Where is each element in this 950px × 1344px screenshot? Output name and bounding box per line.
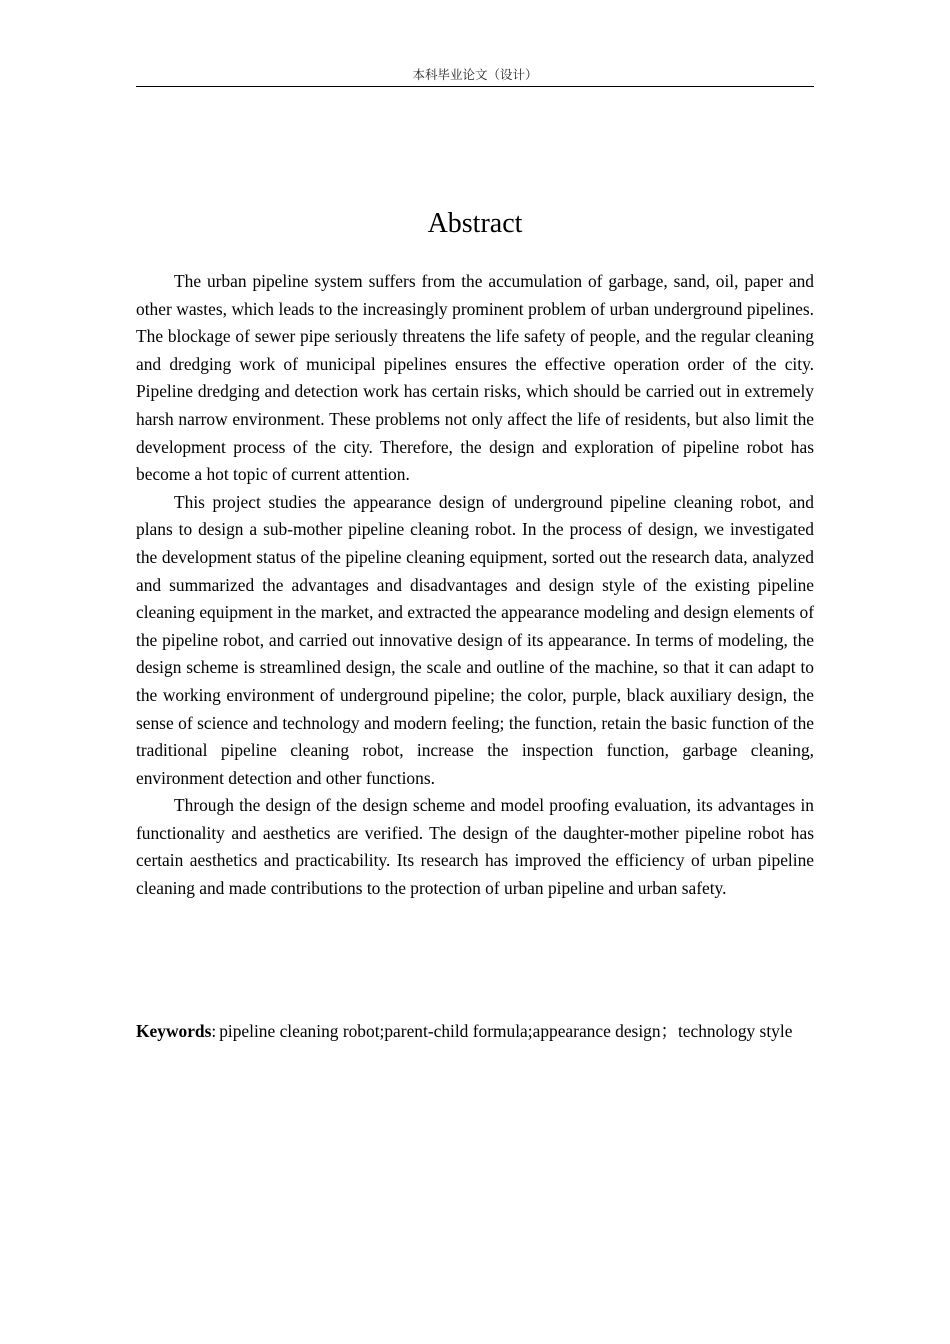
- abstract-paragraph: Through the design of the design scheme and model proofing evaluation, its advantages in functionality and aesthetics are verified. The design of the daughter-mother pipeline robot has certain aesthetics and practicability. Its research has improved the efficiency of urban pipeline cleaning and made contributions to the protection of urban pipeline and urban safety.: [136, 795, 814, 899]
- abstract-paragraph: The urban pipeline system suffers from the accumulation of garbage, sand, oil, paper and other wastes, which leads to the increasingly prominent problem of urban underground pipelines. The blockage of sewer pipe seriously threatens the life safety of people, and the regular cleaning and dredging work of municipal pipelines ensures the effective operation order of the city. Pipeline dredging and detection work has certain risks, which should be carried out in extremely harsh narrow environment. These problems not only affect the life of residents, but also limit the development process of the city. Therefore, the design and exploration of pipeline robot has become a hot topic of current attention.: [136, 271, 814, 485]
- abstract-title: Abstract: [427, 208, 523, 239]
- page-header: 本科毕业论文（设计）: [136, 66, 814, 87]
- keywords-text: pipeline cleaning robot;parent-child formula;appearance design；technology style: [219, 1021, 793, 1041]
- keywords-line: [136, 1015, 814, 1047]
- keywords-separator: :: [211, 1021, 217, 1041]
- keywords-label: Keywords: [136, 1021, 212, 1041]
- abstract-body: [136, 268, 814, 903]
- abstract-paragraph: This project studies the appearance design of underground pipeline cleaning robot, and plans to design a sub-mother pipeline cleaning robot. In the process of design, we investigated the development status of the pipeline cleaning equipment, sorted out the research data, analyzed and summarized the advantages and disadvantages and design style of the existing pipeline cleaning equipment in the market, and extracted the appearance modeling and design elements of the pipeline robot, and carried out innovative design of its appearance. In terms of modeling, the design scheme is streamlined design, the scale and outline of the machine, so that it can adapt to the working environment of underground pipeline; the color, purple, black auxiliary design, the sense of science and technology and modern feeling; the function, retain the basic function of the traditional pipeline cleaning robot, increase the inspection function, garbage cleaning, environment detection and other functions.: [136, 491, 814, 788]
